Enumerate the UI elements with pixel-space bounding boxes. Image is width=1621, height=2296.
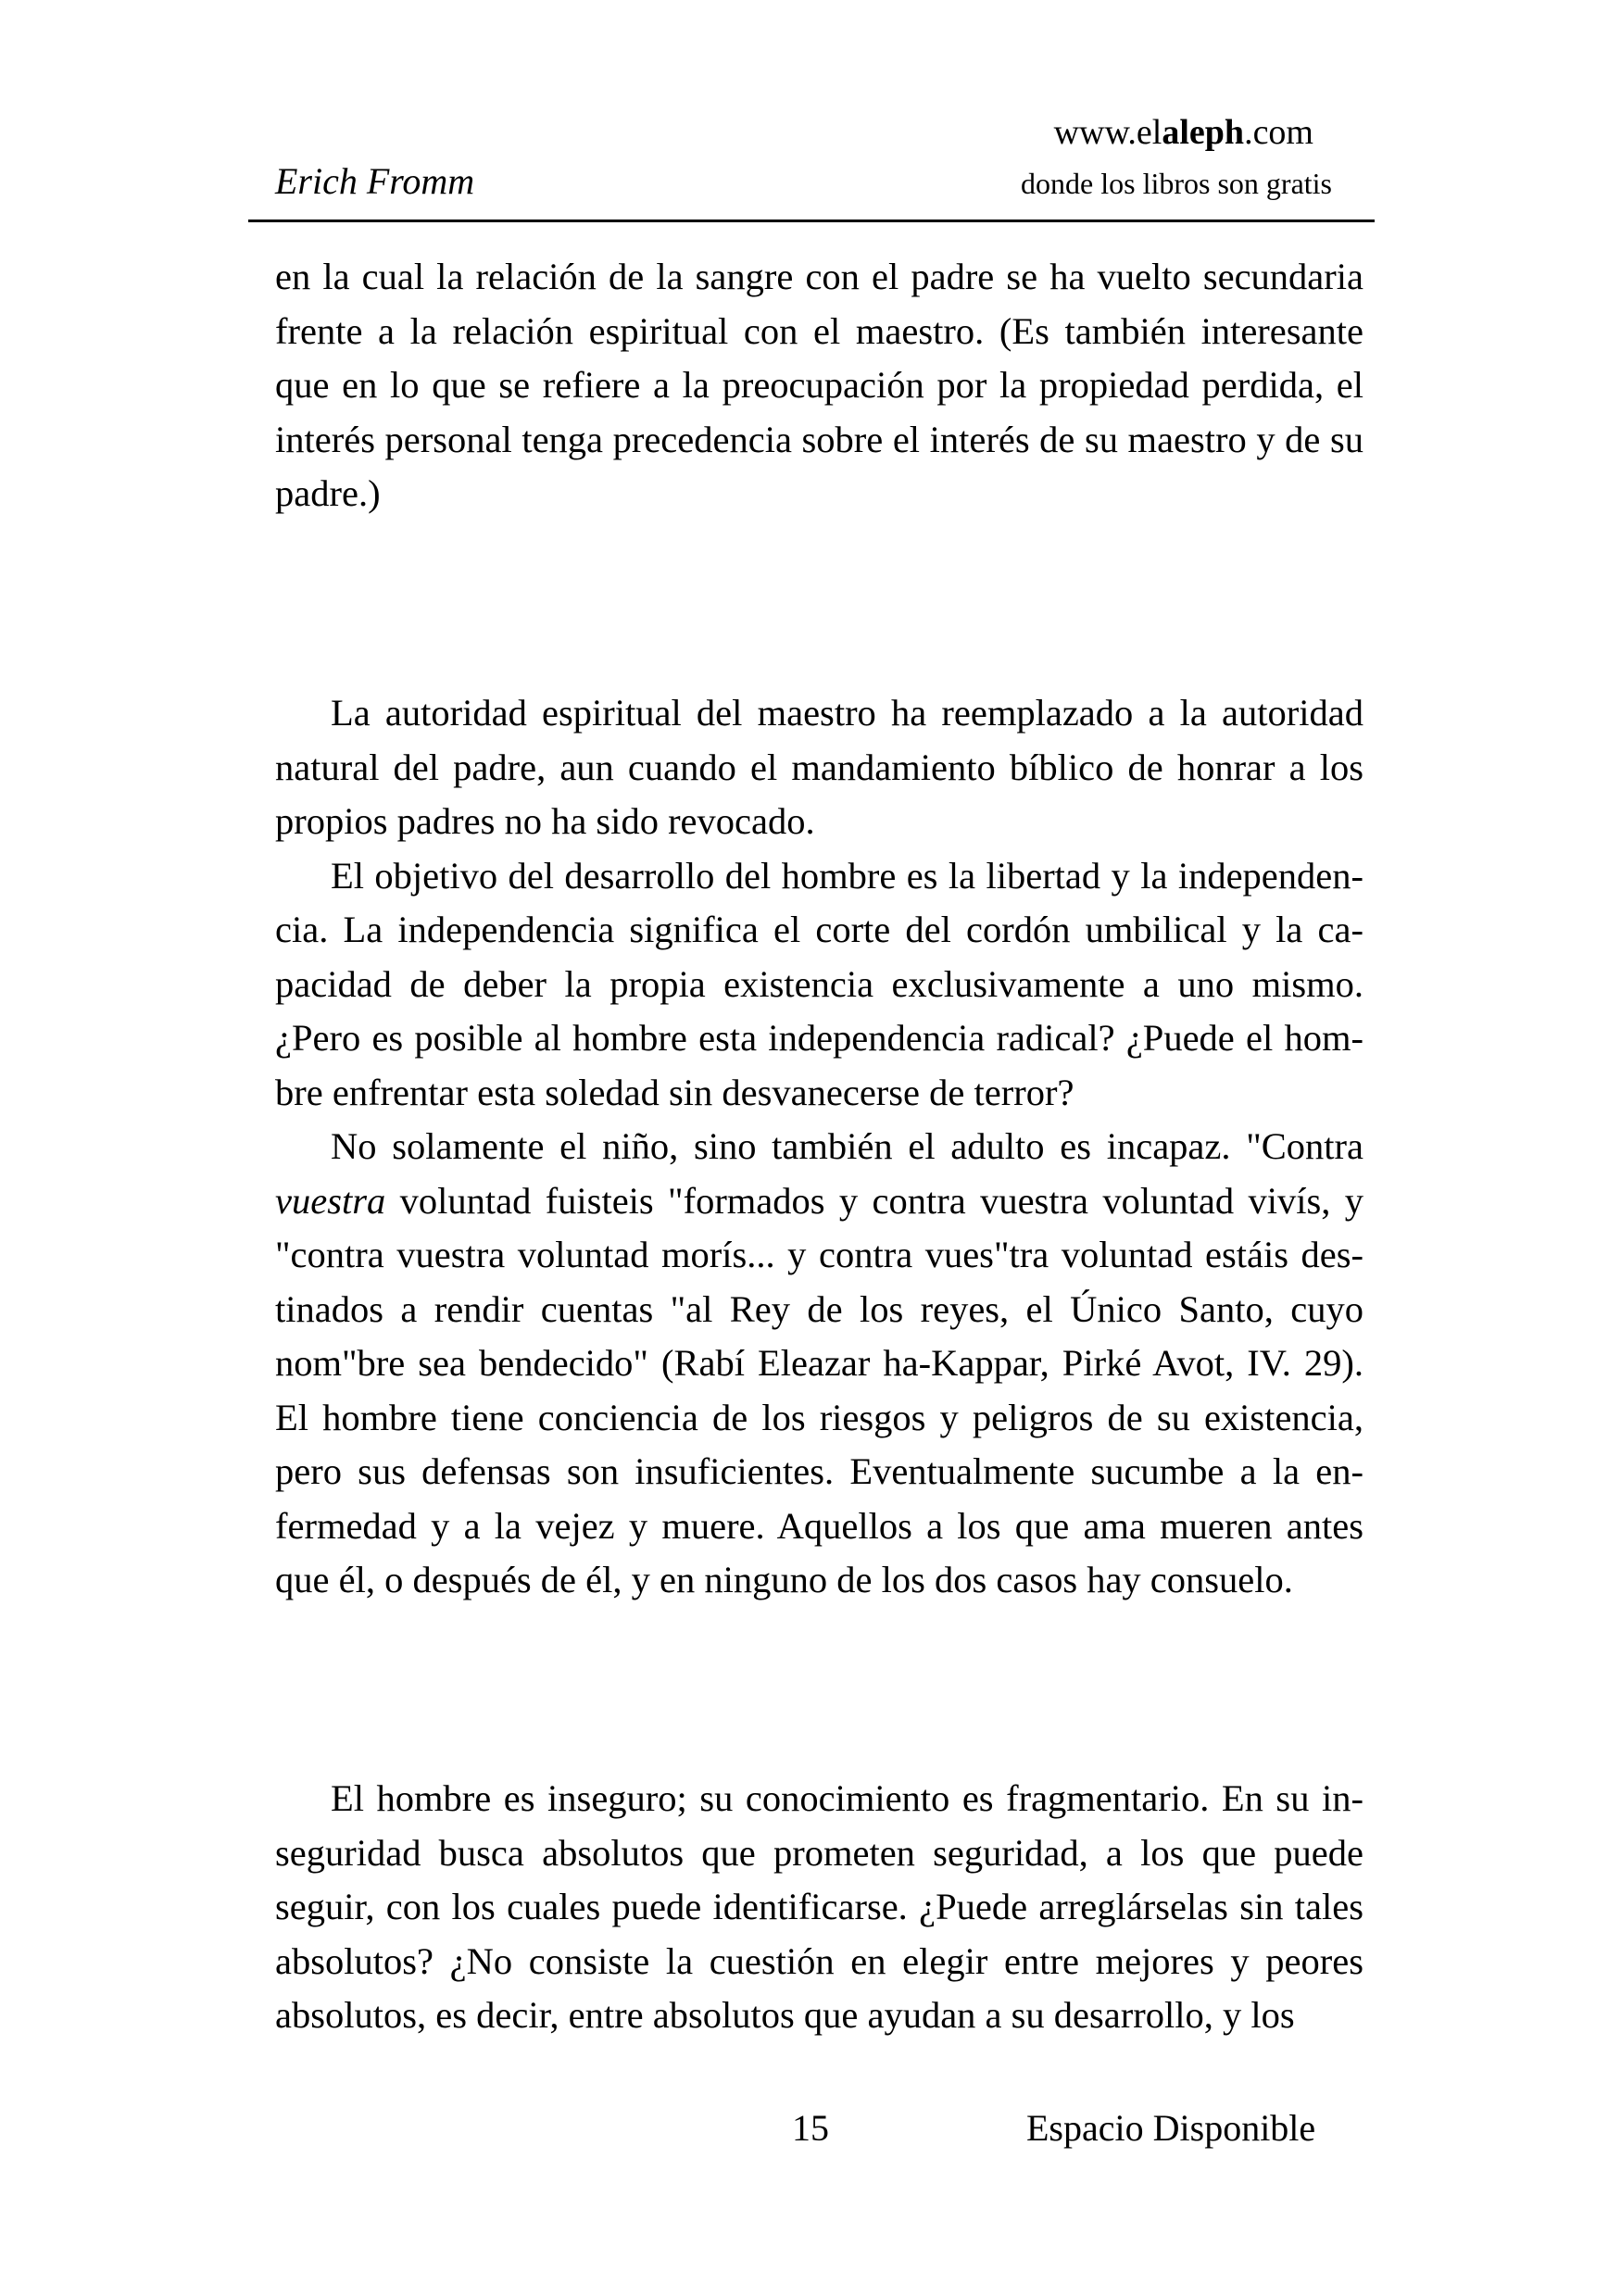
page-number: 15 bbox=[792, 2107, 829, 2149]
paragraph-adult-part-a: No solamente el niño, sino también el adulto es incapaz. "Contra bbox=[331, 1125, 1363, 1167]
paragraph-adult bbox=[275, 1120, 1363, 1608]
site-url-prefix: www.el bbox=[1053, 113, 1162, 152]
paragraph-continuation: en la cual la relación de la sangre con el padre se ha vuelto secundaria frente a la relación espiritual con el maestro. (Es también interesante que en lo que se refiere a la preocupación por la propiedad perdida, el interés personal tenga precedencia sobre el interés de su maestro y de su padre.) bbox=[275, 256, 1363, 514]
paragraph-independence: El objetivo del desarrollo del hombre es la libertad y la independencia. La independencia significa el corte del cordón umbilical y la capacidad de deber la propia existencia exclusivamente a uno mismo. ¿Pero es posible al hombre esta independencia radical? ¿Puede el hombre enfrentar esta soledad sin desvanecerse de terror? bbox=[275, 854, 1363, 1113]
text-block-3 bbox=[275, 1772, 1363, 2043]
paragraph-insecurity: El hombre es inseguro; su conocimiento es fragmentario. En su inseguridad busca absolutos que prometen seguridad, a los que puede seguir, con los cuales puede identificarse. ¿Puede arreglárselas sin tales absolutos? ¿No consiste la cuestión en elegir entre mejores y peores absolutos, es decir, entre absolutos que ayudan a su desarrollo, y los bbox=[275, 1777, 1363, 2036]
paragraph-adult-part-b: voluntad fuisteis "formados y contra vuestra voluntad vivís, y "contra vuestra voluntad morís... y contra vues"tra voluntad estáis destinados a rendir cuentas "al Rey de los reyes, el Único Santo, cuyo nom"bre sea bendecido" (Rabí Eleazar ha-Kappar, Pirké Avot, IV. 29). El hombre tiene conciencia de los riesgos y peligros de su existencia, pero sus defensas son insuficientes. Eventualmente sucumbe a la enfermedad y a la vejez y muere. Aquellos a los que ama mueren antes que él, o después de él, y en ninguno de los dos casos hay consuelo. bbox=[275, 1179, 1363, 1600]
header-divider bbox=[248, 220, 1375, 222]
text-block-2 bbox=[275, 686, 1363, 1608]
site-url-bold: aleph bbox=[1162, 113, 1245, 152]
paragraph-authority: La autoridad espiritual del maestro ha reemplazado a la autoridad natural del padre, aun cuando el mandamiento bíblico de honrar a los propios padres no ha sido revocado. bbox=[275, 692, 1363, 842]
site-tagline: donde los libros son gratis bbox=[1021, 167, 1332, 200]
text-block-1 bbox=[275, 250, 1363, 521]
footer-label: Espacio Disponible bbox=[1026, 2107, 1316, 2149]
paragraph-adult-emphasis: vuestra bbox=[275, 1179, 386, 1222]
site-url[interactable] bbox=[1054, 109, 1313, 156]
author-name: Erich Fromm bbox=[275, 160, 475, 202]
site-url-suffix: .com bbox=[1244, 113, 1313, 152]
